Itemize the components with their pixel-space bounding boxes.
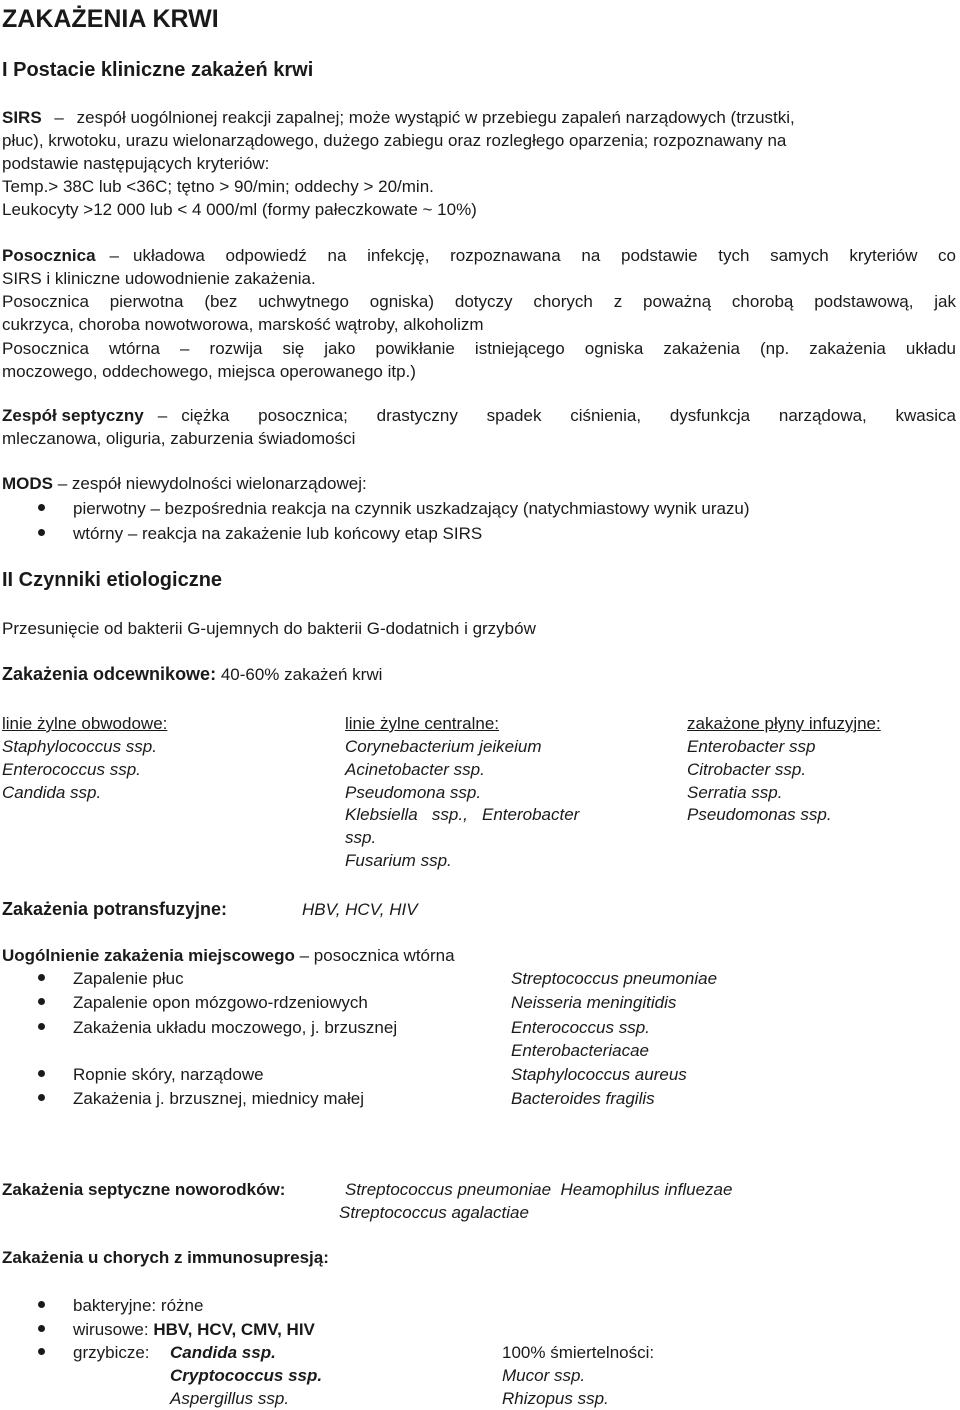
generalization-agent: Bacteroides fragilis bbox=[511, 1089, 655, 1108]
immuno-viral bbox=[73, 1318, 315, 1341]
posocznica-dash: – bbox=[109, 246, 120, 265]
generalization-agent: Enterobacteriacae bbox=[511, 1041, 649, 1060]
column-1-item: Staphylococcus ssp. bbox=[2, 737, 157, 756]
posocznica-term: Posocznica bbox=[2, 246, 96, 265]
mods-item-2-text: – reakcja na zakażenie lub końcowy etap SIRS bbox=[127, 524, 483, 543]
immuno-mortality-label: 100% śmiertelności: bbox=[502, 1343, 655, 1362]
neonatal-agents-1: Streptococcus pneumoniae Heamophilus influezae bbox=[345, 1180, 733, 1199]
posocznica-pierwotna-1: Posocznica pierwotna (bez uchwytnego ogniska) dotyczy chorych z poważną chorobą podstawową, jak bbox=[2, 292, 956, 311]
immuno-viral-label: wirusowe: bbox=[73, 1320, 149, 1339]
posocznica-line-1 bbox=[2, 244, 956, 267]
neonatal-label: Zakażenia septyczne noworodków: bbox=[2, 1180, 286, 1199]
bullet-icon bbox=[38, 504, 45, 511]
generalization-term: Uogólnienie zakażenia miejscowego bbox=[2, 946, 295, 965]
posocznica-wtorna-2: moczowego, oddechowego, miejsca operowanego itp.) bbox=[2, 362, 416, 381]
generalization-site: Zapalenie płuc bbox=[73, 969, 184, 988]
column-2-item: Pseudomona ssp. bbox=[345, 783, 482, 802]
sirs-term: SIRS bbox=[2, 108, 42, 127]
bullet-icon bbox=[38, 1348, 45, 1355]
sirs-line-1 bbox=[2, 106, 956, 129]
mods-item-1-term: pierwotny bbox=[73, 499, 146, 518]
column-3-item: Enterobacter ssp bbox=[687, 737, 816, 756]
catheter-value: 40-60% zakażeń krwi bbox=[220, 665, 383, 684]
column-2-item: Klebsiella ssp., Enterobacter bbox=[345, 805, 580, 824]
mods-term: MODS bbox=[2, 474, 53, 493]
posocznica-text-1: układowa odpowiedź na infekcję, rozpoznawana na podstawie tych samych kryteriów co bbox=[133, 246, 956, 265]
sirs-criteria-2: Leukocyty >12 000 lub < 4 000/ml (formy pałeczkowate ~ 10%) bbox=[2, 200, 477, 219]
generalization-site: Zakażenia j. brzusznej, miednicy małej bbox=[73, 1089, 365, 1108]
bullet-icon bbox=[38, 1023, 45, 1030]
column-1-header: linie żylne obwodowe: bbox=[2, 714, 168, 733]
column-3-item: Pseudomonas ssp. bbox=[687, 805, 832, 824]
generalization-line bbox=[2, 944, 455, 967]
bullet-icon bbox=[38, 998, 45, 1005]
posocznica-line-2: SIRS i kliniczne udowodnienie zakażenia. bbox=[2, 269, 316, 288]
zespol-line-2: mleczanowa, oliguria, zaburzenia świadomości bbox=[2, 429, 356, 448]
sirs-line-3: podstawie następujących kryteriów: bbox=[2, 154, 270, 173]
bullet-icon bbox=[38, 529, 45, 536]
column-3-header: zakażone płyny infuzyjne: bbox=[687, 714, 881, 733]
bullet-icon bbox=[38, 1094, 45, 1101]
column-2-header: linie żylne centralne: bbox=[345, 714, 500, 733]
immuno-mortality-agent: Mucor ssp. bbox=[502, 1366, 586, 1385]
zespol-line-1 bbox=[2, 404, 956, 427]
posocznica-pierwotna-2: cukrzyca, choroba nowotworowa, marskość wątroby, alkoholizm bbox=[2, 315, 484, 334]
document-title: ZAKAŻENIA KRWI bbox=[2, 5, 219, 33]
section-1-heading: I Postacie kliniczne zakażeń krwi bbox=[2, 59, 314, 81]
column-2-item: Acinetobacter ssp. bbox=[345, 760, 485, 779]
catheter-label: Zakażenia odcewnikowe: bbox=[2, 664, 217, 684]
mods-text: – zespół niewydolności wielonarządowej: bbox=[57, 474, 367, 493]
generalization-agent: Enterococcus ssp. bbox=[511, 1018, 650, 1037]
bullet-icon bbox=[38, 1070, 45, 1077]
generalization-agent: Streptococcus pneumoniae bbox=[511, 969, 718, 988]
immuno-fungal-agent: Cryptococcus ssp. bbox=[170, 1366, 323, 1385]
immuno-mortality-agent: Rhizopus ssp. bbox=[502, 1389, 609, 1408]
bullet-icon bbox=[38, 1325, 45, 1332]
column-1-item: Candida ssp. bbox=[2, 783, 102, 802]
immuno-label: Zakażenia u chorych z immunosupresją: bbox=[2, 1248, 329, 1267]
section-2-heading: II Czynniki etiologiczne bbox=[2, 569, 223, 591]
column-2-item: ssp. bbox=[345, 828, 377, 847]
column-2-item: Fusarium ssp. bbox=[345, 851, 452, 870]
zespol-term: Zespół septyczny bbox=[2, 406, 144, 425]
immuno-fungal-label: grzybicze: bbox=[73, 1343, 150, 1362]
transfusion-value: HBV, HCV, HIV bbox=[302, 900, 418, 919]
mods-item-1-text: – bezpośrednia reakcja na czynnik uszkadzający (natychmiastowy wynik urazu) bbox=[150, 499, 750, 518]
immuno-bacterial-label: bakteryjne: bbox=[73, 1296, 157, 1315]
column-3-item: Citrobacter ssp. bbox=[687, 760, 807, 779]
column-1-item: Enterococcus ssp. bbox=[2, 760, 141, 779]
immuno-bacterial-value: różne bbox=[160, 1296, 204, 1315]
mods-item-2 bbox=[73, 522, 482, 545]
generalization-agent: Staphylococcus aureus bbox=[511, 1065, 687, 1084]
sirs-line-2: płuc), krwotoku, urazu wielonarządowego, dużego zabiegu oraz rozległego oparzenia; rozpoznawany na bbox=[2, 131, 787, 150]
shift-statement: Przesunięcie od bakterii G-ujemnych do bakterii G-dodatnich i grzybów bbox=[2, 619, 536, 638]
zespol-dash: – bbox=[157, 406, 168, 425]
column-2-item: Corynebacterium jeikeium bbox=[345, 737, 542, 756]
immuno-viral-value: HBV, HCV, CMV, HIV bbox=[153, 1320, 315, 1339]
immuno-fungal-agent: Candida ssp. bbox=[170, 1343, 276, 1362]
generalization-text: – posocznica wtórna bbox=[299, 946, 455, 965]
generalization-site: Zakażenia układu moczowego, j. brzusznej bbox=[73, 1018, 398, 1037]
bullet-icon bbox=[38, 974, 45, 981]
zespol-text-1: ciężka posocznica; drastyczny spadek ciśnienia, dysfunkcja narządowa, kwasica bbox=[181, 406, 956, 425]
immuno-bacterial bbox=[73, 1294, 203, 1317]
transfusion-label: Zakażenia potransfuzyjne: bbox=[2, 899, 228, 919]
generalization-site: Ropnie skóry, narządowe bbox=[73, 1065, 264, 1084]
bullet-icon bbox=[38, 1301, 45, 1308]
generalization-agent: Neisseria meningitidis bbox=[511, 993, 677, 1012]
sirs-criteria-1: Temp.> 38C lub <36C; tętno > 90/min; oddechy > 20/min. bbox=[2, 177, 434, 196]
posocznica-wtorna-1: Posocznica wtórna – rozwija się jako powikłanie istniejącego ogniska zakażenia (np. zakażenia układu bbox=[2, 339, 956, 358]
mods-line bbox=[2, 472, 367, 495]
neonatal-agents-2: Streptococcus agalactiae bbox=[339, 1203, 529, 1222]
mods-item-1 bbox=[73, 497, 750, 520]
sirs-text-1: zespół uogólnionej reakcji zapalnej; może wystąpić w przebiegu zapaleń narządowych (trzustki, bbox=[76, 108, 795, 127]
column-3-item: Serratia ssp. bbox=[687, 783, 783, 802]
immuno-fungal-agent: Aspergillus ssp. bbox=[170, 1389, 290, 1408]
mods-item-2-term: wtórny bbox=[73, 524, 124, 543]
sirs-dash: – bbox=[54, 108, 64, 127]
generalization-site: Zapalenie opon mózgowo-rdzeniowych bbox=[73, 993, 368, 1012]
catheter-line bbox=[2, 663, 382, 686]
